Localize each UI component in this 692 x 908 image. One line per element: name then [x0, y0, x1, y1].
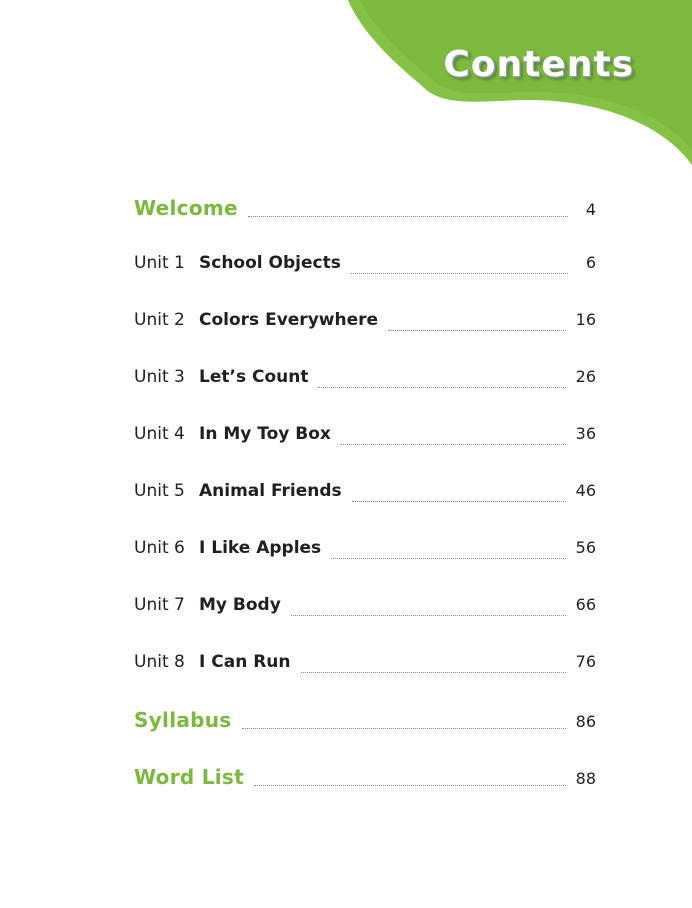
toc-entry-unit-7[interactable]: [134, 595, 596, 625]
toc-unit-label: Unit 8: [134, 652, 185, 672]
toc-entry-title: I Can Run: [199, 652, 291, 672]
toc-page-number: 56: [575, 538, 596, 557]
toc-entry-title: Colors Everywhere: [199, 310, 379, 330]
toc-page-number: 86: [575, 712, 596, 731]
toc-entry-title: My Body: [199, 595, 281, 615]
toc-entry-word-list[interactable]: [134, 765, 596, 795]
dot-leader: [248, 216, 568, 217]
toc-unit-label: Unit 2: [134, 310, 185, 330]
toc-page-number: 16: [575, 310, 596, 329]
toc-page-number: 88: [575, 769, 596, 788]
toc-page-number: 4: [585, 200, 596, 219]
green-wave-banner: [0, 0, 692, 180]
toc-page-number: 46: [575, 481, 596, 500]
toc-unit-label: Unit 5: [134, 481, 185, 501]
dot-leader: [242, 728, 566, 729]
toc-unit-label: Unit 1: [134, 253, 185, 273]
page-title: Contents: [443, 44, 634, 85]
toc-unit-label: Unit 3: [134, 367, 185, 387]
toc-entry-title: Animal Friends: [199, 481, 342, 501]
toc-entry-title: I Like Apples: [199, 538, 322, 558]
dot-leader: [331, 558, 565, 559]
toc-entry-title: In My Toy Box: [199, 424, 331, 444]
toc-entry-unit-5[interactable]: [134, 481, 596, 511]
dot-leader: [318, 387, 565, 388]
toc-page-number: 36: [575, 424, 596, 443]
toc-entry-title: Welcome: [134, 196, 238, 220]
toc-entry-unit-4[interactable]: [134, 424, 596, 454]
dot-leader: [254, 785, 566, 786]
dot-leader: [291, 615, 566, 616]
toc-entry-title: Syllabus: [134, 708, 232, 732]
toc-entry-unit-3[interactable]: [134, 367, 596, 397]
toc-entry-title: Let’s Count: [199, 367, 309, 387]
dot-leader: [352, 501, 566, 502]
dot-leader: [301, 672, 566, 673]
toc-page-number: 66: [575, 595, 596, 614]
toc-unit-label: Unit 6: [134, 538, 185, 558]
dot-leader: [351, 273, 568, 274]
toc-page-number: 26: [575, 367, 596, 386]
dot-leader: [388, 330, 566, 331]
toc-entry-unit-2[interactable]: [134, 310, 596, 340]
toc-entry-title: School Objects: [199, 253, 341, 273]
toc-entry-title: Word List: [134, 765, 244, 789]
dot-leader: [341, 444, 566, 445]
toc-entry-syllabus[interactable]: [134, 708, 596, 738]
toc-page-number: 6: [585, 253, 596, 272]
toc-entry-unit-8[interactable]: [134, 652, 596, 682]
toc-entry-unit-1[interactable]: [134, 253, 596, 283]
toc-page-number: 76: [575, 652, 596, 671]
toc-unit-label: Unit 4: [134, 424, 185, 444]
toc-entry-unit-6[interactable]: [134, 538, 596, 568]
toc-entry-welcome[interactable]: [134, 196, 596, 226]
toc-unit-label: Unit 7: [134, 595, 185, 615]
